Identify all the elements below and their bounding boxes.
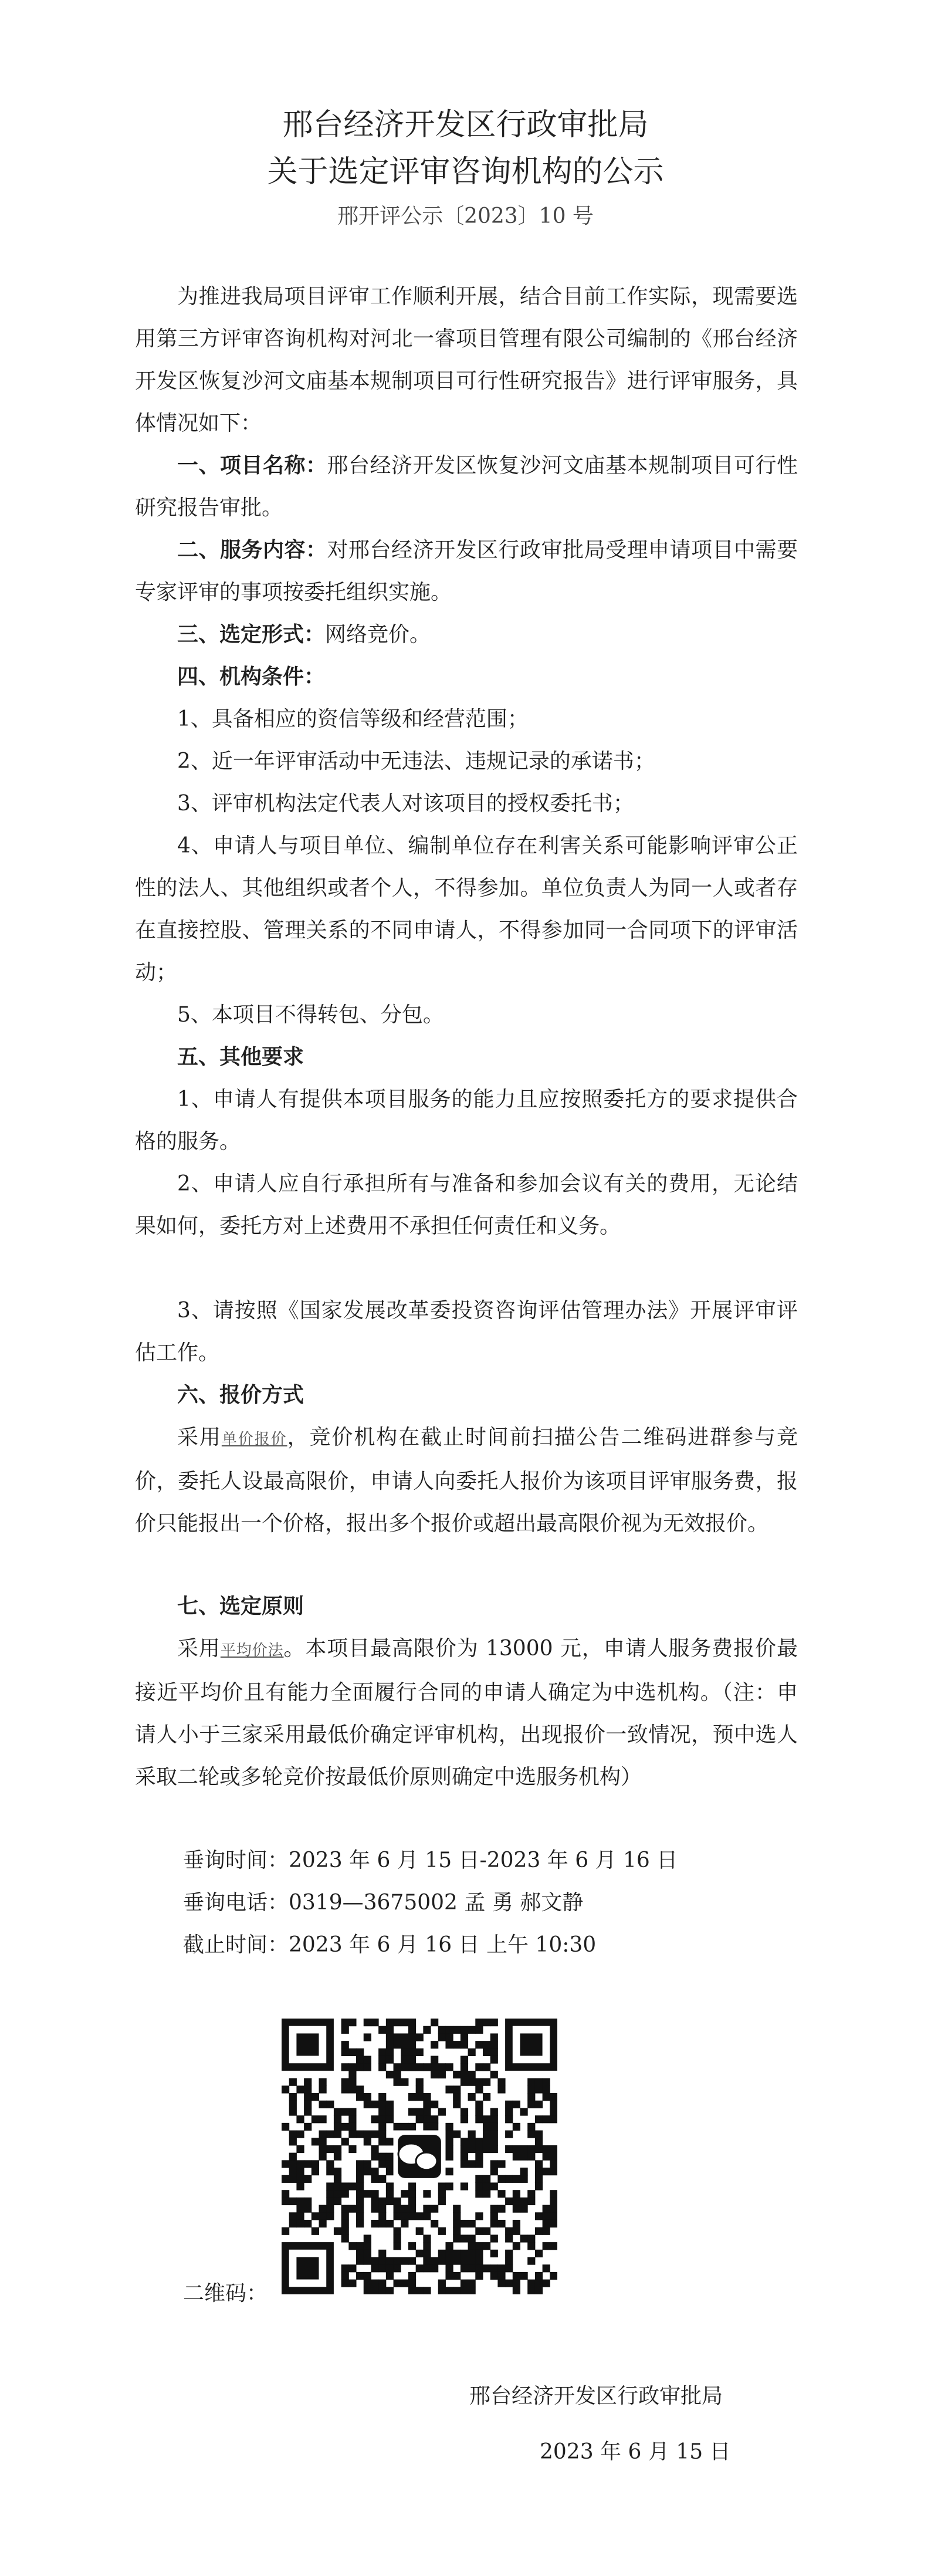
qr-code-image (282, 2019, 557, 2294)
title-line-1: 邢台经济开发区行政审批局 (282, 107, 649, 143)
selection-method: 平均价法 (220, 1642, 284, 1659)
document-number: 邢开评公示〔2023〕10 号 (337, 204, 594, 228)
section-7-text: 采用平均价法。本项目最高限价为 13000 元，申请人服务费报价最接近平均价且有能力全面履行合同的申请人确定为中选机构。（注：申请人小于三家采用最低价确定评审机构，出现报价一致情况，预中选人采取二轮或多轮竞价按最低价原则确定中选服务机构） (135, 1637, 798, 1789)
section-1-text: 邢台经济开发区恢复沙河文庙基本规制项目可行性研究报告审批。 (135, 454, 798, 520)
section-4-heading: 四、机构条件： (177, 665, 326, 689)
section-3 (135, 614, 798, 656)
section-1-label: 一、项目名称： (177, 454, 327, 478)
section-2-label: 二、服务内容： (177, 538, 327, 562)
section-5-item: 1、申请人有提供本项目服务的能力且应按照委托方的要求提供合格的服务。 (135, 1087, 798, 1154)
section-2-text: 对邢台经济开发区行政审批局受理申请项目中需要专家评审的事项按委托组织实施。 (135, 538, 798, 604)
section-4-item: 3、评审机构法定代表人对该项目的授权委托书； (177, 792, 634, 816)
qr-code[interactable] (282, 2019, 557, 2294)
section-4-item: 4、申请人与项目单位、编制单位存在利害关系可能影响评审公正性的法人、其他组织或者个人，不得参加。单位负责人为同一人或者存在直接控股、管理关系的不同申请人，不得参加同一合同项下的评审活动； (135, 834, 798, 985)
title-line-2: 关于选定评审咨询机构的公示 (267, 154, 664, 190)
qr-label: 二维码： (183, 2281, 268, 2305)
section-2 (135, 529, 798, 614)
section-6-heading: 六、报价方式 (177, 1383, 304, 1407)
section-3-label: 三、选定形式： (177, 623, 326, 647)
inquiry-phone: 垂询电话：0319—3675002 孟 勇 郝文静 (183, 1891, 584, 1915)
signature-org: 邢台经济开发区行政审批局 (469, 2384, 723, 2408)
section-5-heading: 五、其他要求 (177, 1045, 304, 1069)
inquiry-time: 垂询时间：2023 年 6 月 15 日-2023 年 6 月 16 日 (183, 1848, 678, 1872)
section-6-text: 采用单价报价，竞价机构在截止时间前扫描公告二维码进群参与竞价，委托人设最高限价，申请人向委托人报价为该项目评审服务费，报价只能报出一个价格，报出多个报价或超出最高限价视为无效报价。 (135, 1425, 798, 1536)
section-4-item: 5、本项目不得转包、分包。 (177, 1003, 444, 1027)
deadline: 截止时间：2023 年 6 月 16 日 上午 10:30 (183, 1933, 597, 1957)
section-3-text: 网络竞价。 (325, 623, 431, 647)
section-1 (135, 445, 798, 529)
section-4-item: 2、近一年评审活动中无违法、违规记录的承诺书； (177, 749, 655, 773)
section-5-item: 3、请按照《国家发展改革委投资咨询评估管理办法》开展评审评估工作。 (135, 1299, 798, 1365)
signature-date: 2023 年 6 月 15 日 (540, 2440, 731, 2464)
section-5-item: 2、申请人应自行承担所有与准备和参加会议有关的费用，无论结果如何，委托方对上述费用不承担任何责任和义务。 (135, 1172, 798, 1238)
intro-paragraph: 为推进我局项目评审工作顺利开展，结合目前工作实际，现需要选用第三方评审咨询机构对河北一睿项目管理有限公司编制的《邢台经济开发区恢复沙河文庙基本规制项目可行性研究报告》进行评审服务，具体情况如下： (135, 285, 798, 435)
pricing-method: 单价报价 (221, 1431, 287, 1448)
section-4-item: 1、具备相应的资信等级和经营范围； (177, 707, 529, 731)
section-7-heading: 七、选定原则 (177, 1594, 304, 1618)
